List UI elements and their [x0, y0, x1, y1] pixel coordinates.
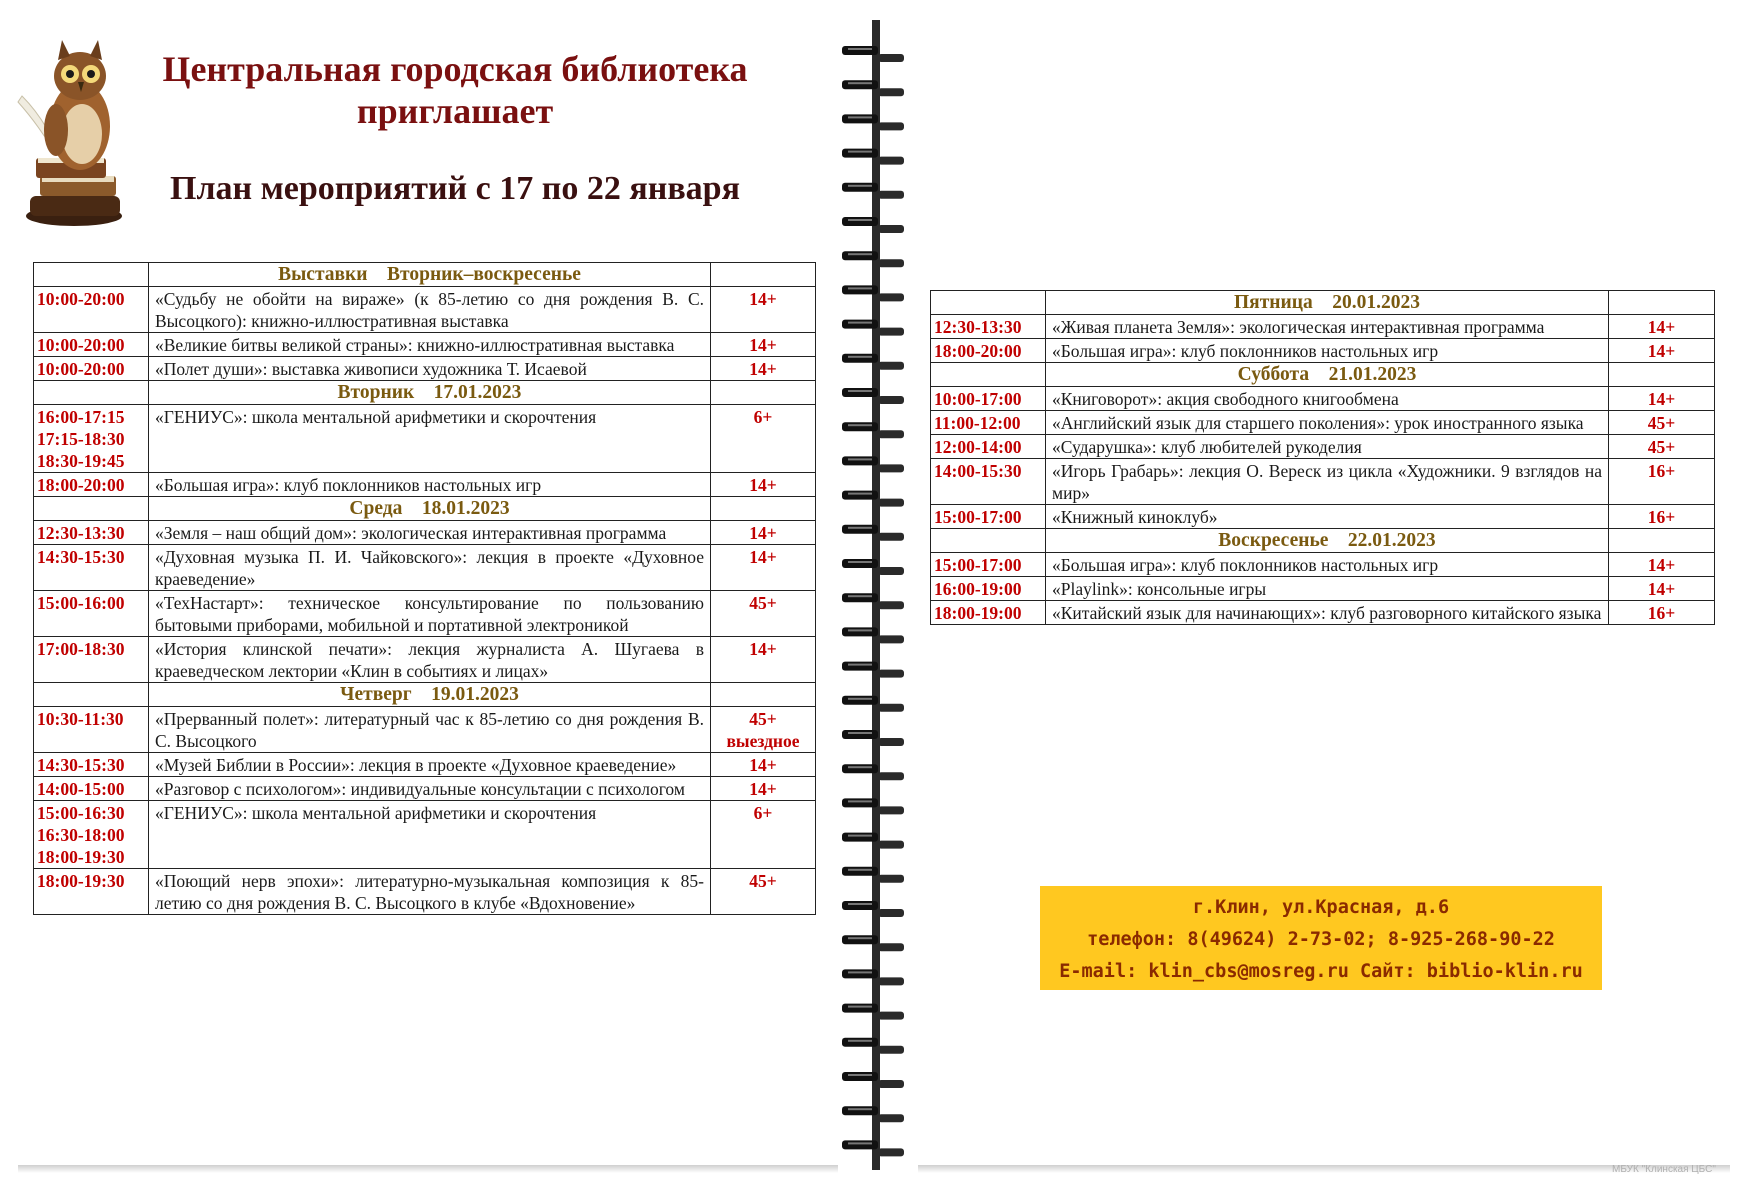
event-age-rating: 14+ — [711, 777, 816, 801]
event-age-rating: 14+ — [711, 637, 816, 683]
event-description: «Прерванный полет»: литературный час к 85-летию со дня рождения В. С. Высоцкого — [149, 707, 711, 753]
section-header-row — [34, 263, 816, 287]
section-empty-cell — [1609, 363, 1715, 387]
event-row — [931, 553, 1715, 577]
event-description: «Большая игра»: клуб поклонников настольных игр — [1046, 553, 1609, 577]
event-age-rating: 14+ — [711, 545, 816, 591]
event-time: 10:00-20:00 — [34, 357, 149, 381]
event-time: 18:00-20:00 — [931, 339, 1046, 363]
left-page-shadow — [18, 1165, 838, 1173]
event-age-rating: 14+ — [1609, 577, 1715, 601]
event-row — [34, 869, 816, 915]
event-row — [931, 601, 1715, 625]
event-row — [34, 545, 816, 591]
event-row — [34, 473, 816, 497]
event-time: 10:00-20:00 — [34, 333, 149, 357]
event-row — [931, 315, 1715, 339]
event-time: 18:00-19:00 — [931, 601, 1046, 625]
contact-box — [1040, 886, 1602, 990]
event-row — [34, 405, 816, 473]
event-time: 15:00-16:30 16:30-18:00 18:00-19:30 — [34, 801, 149, 869]
event-time: 12:30-13:30 — [34, 521, 149, 545]
title-line-1: Центральная городская библиотека — [162, 49, 748, 89]
section-header-row — [34, 497, 816, 521]
event-row — [34, 333, 816, 357]
event-age-rating: 45+ — [711, 591, 816, 637]
event-time: 15:00-17:00 — [931, 553, 1046, 577]
section-title: Среда 18.01.2023 — [149, 497, 711, 521]
event-row — [931, 577, 1715, 601]
event-age-rating: 14+ — [1609, 553, 1715, 577]
section-title: Вторник 17.01.2023 — [149, 381, 711, 405]
title-line-2: приглашает — [356, 91, 554, 131]
event-time: 10:00-17:00 — [931, 387, 1046, 411]
event-age-rating: 14+ — [711, 521, 816, 545]
section-empty-cell — [931, 291, 1046, 315]
event-description: «ГЕНИУС»: школа ментальной арифметики и скорочтения — [149, 801, 711, 869]
event-description: «Великие битвы великой страны»: книжно-иллюстративная выставка — [149, 333, 711, 357]
event-time: 15:00-17:00 — [931, 505, 1046, 529]
event-age-rating: 16+ — [1609, 505, 1715, 529]
event-row — [34, 357, 816, 381]
owl-figurine-icon — [12, 26, 122, 226]
event-description: «Поющий нерв эпохи»: литературно-музыкальная композиция к 85-летию со дня рождения В. С. Высоцкого в клубе «Вдохновение» — [149, 869, 711, 915]
section-empty-cell — [711, 381, 816, 405]
plan-subtitle: План мероприятий с 17 по 22 января — [170, 170, 740, 207]
event-row — [34, 521, 816, 545]
event-age-rating: 45+ — [1609, 435, 1715, 459]
section-header-row — [34, 381, 816, 405]
schedule-table-left — [33, 262, 816, 915]
page-title — [140, 48, 770, 132]
event-description: «Книговорот»: акция свободного книгообмена — [1046, 387, 1609, 411]
event-description: «Книжный киноклуб» — [1046, 505, 1609, 529]
section-empty-cell — [711, 263, 816, 287]
event-time: 12:30-13:30 — [931, 315, 1046, 339]
event-age-rating: 45+ — [711, 869, 816, 915]
section-empty-cell — [1609, 529, 1715, 553]
event-age-rating: 14+ — [711, 753, 816, 777]
section-title: Четверг 19.01.2023 — [149, 683, 711, 707]
section-empty-cell — [931, 363, 1046, 387]
event-age-rating: 45+ — [1609, 411, 1715, 435]
event-description: «Полет души»: выставка живописи художника Т. Исаевой — [149, 357, 711, 381]
event-age-rating: 16+ — [1609, 601, 1715, 625]
event-row — [931, 435, 1715, 459]
section-empty-cell — [34, 683, 149, 707]
section-header-row — [34, 683, 816, 707]
event-description: «Playlink»: консольные игры — [1046, 577, 1609, 601]
event-time: 11:00-12:00 — [931, 411, 1046, 435]
event-time: 14:00-15:00 — [34, 777, 149, 801]
section-empty-cell — [711, 683, 816, 707]
event-age-rating: 45+ выездное — [711, 707, 816, 753]
event-description: «Английский язык для старшего поколения»: урок иностранного языка — [1046, 411, 1609, 435]
event-age-rating: 14+ — [711, 333, 816, 357]
event-description: «Земля – наш общий дом»: экологическая интерактивная программа — [149, 521, 711, 545]
section-empty-cell — [34, 497, 149, 521]
event-description: «Живая планета Земля»: экологическая интерактивная программа — [1046, 315, 1609, 339]
event-time: 18:00-20:00 — [34, 473, 149, 497]
event-row — [931, 411, 1715, 435]
event-row — [34, 591, 816, 637]
event-age-rating: 14+ — [711, 473, 816, 497]
event-time: 14:30-15:30 — [34, 545, 149, 591]
section-empty-cell — [1609, 291, 1715, 315]
header — [140, 48, 770, 208]
event-description: «Китайский язык для начинающих»: клуб разговорного китайского языка — [1046, 601, 1609, 625]
event-row — [34, 707, 816, 753]
event-time: 14:30-15:30 — [34, 753, 149, 777]
event-description: «ТехНастарт»: техническое консультирование по пользованию бытовыми приборами, мобильной и портативной электроникой — [149, 591, 711, 637]
event-age-rating: 14+ — [711, 357, 816, 381]
section-header-row — [931, 529, 1715, 553]
section-title: Выставки Вторник–воскресенье — [149, 263, 711, 287]
event-row — [931, 339, 1715, 363]
event-age-rating: 16+ — [1609, 459, 1715, 505]
event-description: «Игорь Грабарь»: лекция О. Вереск из цикла «Художники. 9 взглядов на мир» — [1046, 459, 1609, 505]
event-row — [931, 387, 1715, 411]
section-title: Воскресенье 22.01.2023 — [1046, 529, 1609, 553]
event-description: «ГЕНИУС»: школа ментальной арифметики и скорочтения — [149, 405, 711, 473]
contact-email-site: E-mail: klin_cbs@mosreg.ru Сайт: biblio-klin.ru — [1059, 961, 1583, 982]
event-time: 10:30-11:30 — [34, 707, 149, 753]
event-description: «История клинской печати»: лекция журналиста А. Шугаева в краеведческом лектории «Клин в событиях и лицах» — [149, 637, 711, 683]
event-row — [931, 459, 1715, 505]
spiral-binding-icon — [838, 20, 908, 1170]
event-age-rating: 6+ — [711, 801, 816, 869]
event-row — [34, 801, 816, 869]
event-description: «Большая игра»: клуб поклонников настольных игр — [1046, 339, 1609, 363]
event-time: 14:00-15:30 — [931, 459, 1046, 505]
right-page-shadow — [918, 1165, 1730, 1173]
event-row — [34, 637, 816, 683]
event-description: «Сударушка»: клуб любителей рукоделия — [1046, 435, 1609, 459]
event-time: 15:00-16:00 — [34, 591, 149, 637]
section-empty-cell — [931, 529, 1046, 553]
event-time: 17:00-18:30 — [34, 637, 149, 683]
section-empty-cell — [34, 263, 149, 287]
section-empty-cell — [34, 381, 149, 405]
footer-note: МБУК "Клинская ЦБС" — [1612, 1164, 1716, 1175]
event-age-rating: 14+ — [711, 287, 816, 333]
event-description: «Судьбу не обойти на вираже» (к 85-летию со дня рождения В. С. Высоцкого): книжно-иллюстративная выставка — [149, 287, 711, 333]
section-header-row — [931, 291, 1715, 315]
event-age-rating: 14+ — [1609, 339, 1715, 363]
schedule-table-right — [930, 290, 1715, 625]
event-time: 10:00-20:00 — [34, 287, 149, 333]
event-time: 12:00-14:00 — [931, 435, 1046, 459]
event-description: «Большая игра»: клуб поклонников настольных игр — [149, 473, 711, 497]
event-time: 18:00-19:30 — [34, 869, 149, 915]
event-time: 16:00-17:15 17:15-18:30 18:30-19:45 — [34, 405, 149, 473]
event-description: «Разговор с психологом»: индивидуальные консультации с психологом — [149, 777, 711, 801]
section-title: Суббота 21.01.2023 — [1046, 363, 1609, 387]
event-row — [34, 753, 816, 777]
section-header-row — [931, 363, 1715, 387]
event-description: «Музей Библии в России»: лекция в проекте «Духовное краеведение» — [149, 753, 711, 777]
event-age-rating: 6+ — [711, 405, 816, 473]
section-empty-cell — [711, 497, 816, 521]
section-title: Пятница 20.01.2023 — [1046, 291, 1609, 315]
event-row — [931, 505, 1715, 529]
event-row — [34, 777, 816, 801]
event-time: 16:00-19:00 — [931, 577, 1046, 601]
event-description: «Духовная музыка П. И. Чайковского»: лекция в проекте «Духовное краеведение» — [149, 545, 711, 591]
event-age-rating: 14+ — [1609, 315, 1715, 339]
contact-phone: телефон: 8(49624) 2-73-02; 8-925-268-90-22 — [1087, 929, 1555, 950]
event-age-rating: 14+ — [1609, 387, 1715, 411]
contact-address: г.Клин, ул.Красная, д.6 — [1192, 897, 1450, 918]
event-row — [34, 287, 816, 333]
